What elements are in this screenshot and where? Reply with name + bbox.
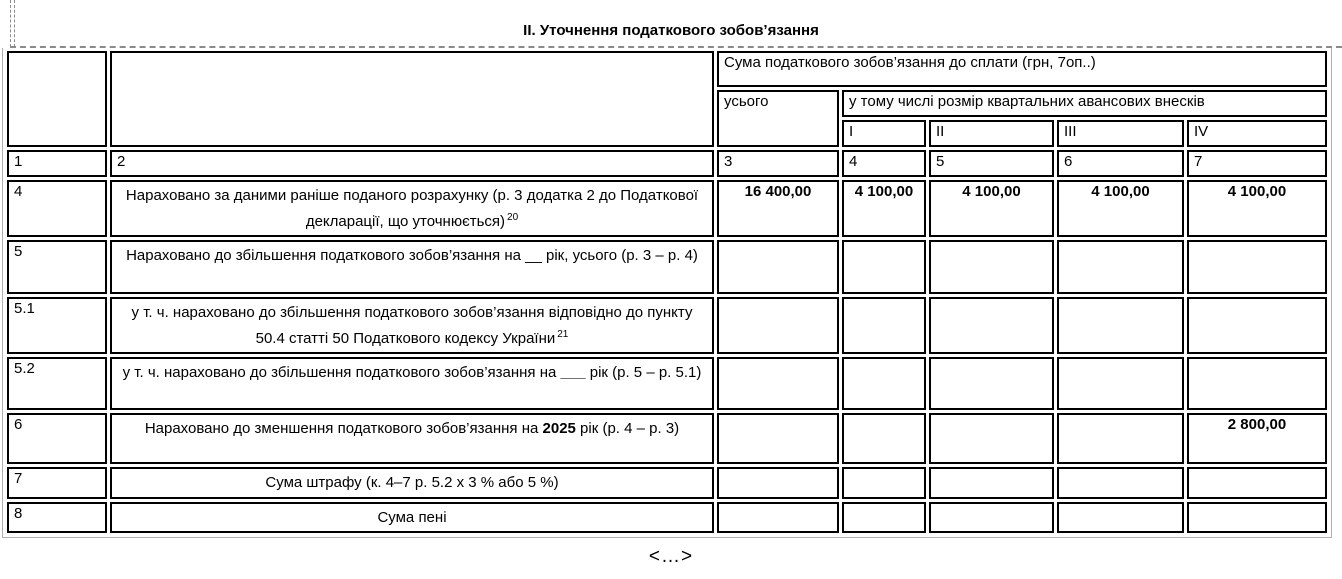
- value-q4: [1187, 297, 1327, 354]
- row-label-tail: рік (р. 4 – р. 3): [575, 420, 680, 437]
- value-q2: 4 100,00: [929, 180, 1054, 237]
- row-number: 5.1: [7, 297, 107, 354]
- column-number: 3: [717, 150, 839, 177]
- value-q1: [842, 502, 926, 534]
- value-total: [717, 357, 839, 410]
- value-q3: [1057, 297, 1184, 354]
- row-label: Нараховано до збільшення податкового зобов’язання на __ рік, усього (р. 3 – р. 4): [126, 247, 698, 264]
- header-quarterly: у тому числі розмір квартальних авансових внесків: [842, 90, 1327, 117]
- table-row-6: [7, 413, 1327, 464]
- value-q2: [929, 240, 1054, 294]
- tax-liability-table: [4, 48, 1330, 536]
- header-row-1: [7, 51, 1327, 87]
- row-label: Сума штрафу (к. 4–7 р. 5.2 х 3 % або 5 %): [265, 474, 559, 491]
- row-description: [110, 413, 714, 464]
- value-q4: 4 100,00: [1187, 180, 1327, 237]
- table-row-4: [7, 180, 1327, 237]
- value-total: 16 400,00: [717, 180, 839, 237]
- column-number: 1: [7, 150, 107, 177]
- row-label: Нараховано за даними раніше поданого розрахунку (р. 3 додатка 2 до Податкової декларації, що уточнюється): [125, 187, 699, 230]
- value-total: [717, 297, 839, 354]
- continuation-mark: <…>: [648, 546, 694, 567]
- section-title: ІІ. Уточнення податкового зобов’язання: [523, 22, 819, 39]
- value-q2: [929, 297, 1054, 354]
- row-number: 5.2: [7, 357, 107, 410]
- row-number: 5: [7, 240, 107, 294]
- row-label: Сума пені: [377, 508, 447, 526]
- row-label: у т. ч. нараховано до збільшення податкового зобов’язання відповідно до пункту 50.4 статті 50 Податкового кодексу України: [131, 304, 693, 347]
- column-number: 6: [1057, 150, 1184, 177]
- header-total: усього: [717, 90, 839, 147]
- table-row-5: [7, 240, 1327, 294]
- row-description: [110, 240, 714, 294]
- value-q3: [1057, 240, 1184, 294]
- value-q4: [1187, 240, 1327, 294]
- header-quarter-4: IV: [1187, 120, 1327, 147]
- row-number: 6: [7, 413, 107, 464]
- value-total: [717, 413, 839, 464]
- value-q2: [929, 467, 1054, 499]
- column-number: 2: [110, 150, 714, 177]
- column-number: 4: [842, 150, 926, 177]
- value-q3: [1057, 502, 1184, 534]
- row-label-tail: рік (р. 5 – р. 5.1): [585, 364, 702, 381]
- value-q1: [842, 297, 926, 354]
- value-total: [717, 467, 839, 499]
- header-quarter-3: III: [1057, 120, 1184, 147]
- value-q1: [842, 357, 926, 410]
- row-label: Нараховано до зменшення податкового зобов’язання на: [144, 420, 543, 437]
- row-label-bold: 2025: [542, 420, 576, 437]
- value-q1: 4 100,00: [842, 180, 926, 237]
- value-q3: 4 100,00: [1057, 180, 1184, 237]
- value-q3: [1057, 357, 1184, 410]
- row-number: 8: [7, 502, 107, 534]
- value-q1: [842, 413, 926, 464]
- value-q1: [842, 467, 926, 499]
- value-q4: [1187, 357, 1327, 410]
- value-q2: [929, 502, 1054, 534]
- table-row-5-1: [7, 297, 1327, 354]
- value-q3: [1057, 467, 1184, 499]
- value-q2: [929, 413, 1054, 464]
- column-number: 5: [929, 150, 1054, 177]
- footnote-ref: 20: [507, 211, 519, 223]
- table-outer-frame: [2, 48, 1332, 538]
- value-q4: 2 800,00: [1187, 413, 1327, 464]
- header-quarter-1: I: [842, 120, 926, 147]
- table-row-8: [7, 502, 1327, 534]
- value-q4: [1187, 467, 1327, 499]
- row-description: [110, 180, 714, 237]
- row-number: 4: [7, 180, 107, 237]
- row-description: [110, 467, 714, 499]
- value-q3: [1057, 413, 1184, 464]
- column-number: 7: [1187, 150, 1327, 177]
- footnote-ref: 21: [557, 328, 569, 340]
- value-total: [717, 502, 839, 534]
- table-row-7: [7, 467, 1327, 499]
- column-numbers-row: [7, 150, 1327, 177]
- row-label-bold: ___: [560, 364, 586, 381]
- row-description: [110, 502, 714, 534]
- value-q1: [842, 240, 926, 294]
- table-row-5-2: [7, 357, 1327, 410]
- row-label: у т. ч. нараховано до збільшення податкового зобов’язання на: [122, 364, 561, 381]
- row-number: 7: [7, 467, 107, 499]
- value-total: [717, 240, 839, 294]
- value-q2: [929, 357, 1054, 410]
- header-col2-empty: [110, 51, 714, 147]
- header-sum-title: Сума податкового зобов’язання до сплати (грн, 7оп..): [717, 51, 1327, 87]
- value-q4: [1187, 502, 1327, 534]
- header-col1-empty: [7, 51, 107, 147]
- header-quarter-2: II: [929, 120, 1054, 147]
- row-description: [110, 297, 714, 354]
- row-description: [110, 357, 714, 410]
